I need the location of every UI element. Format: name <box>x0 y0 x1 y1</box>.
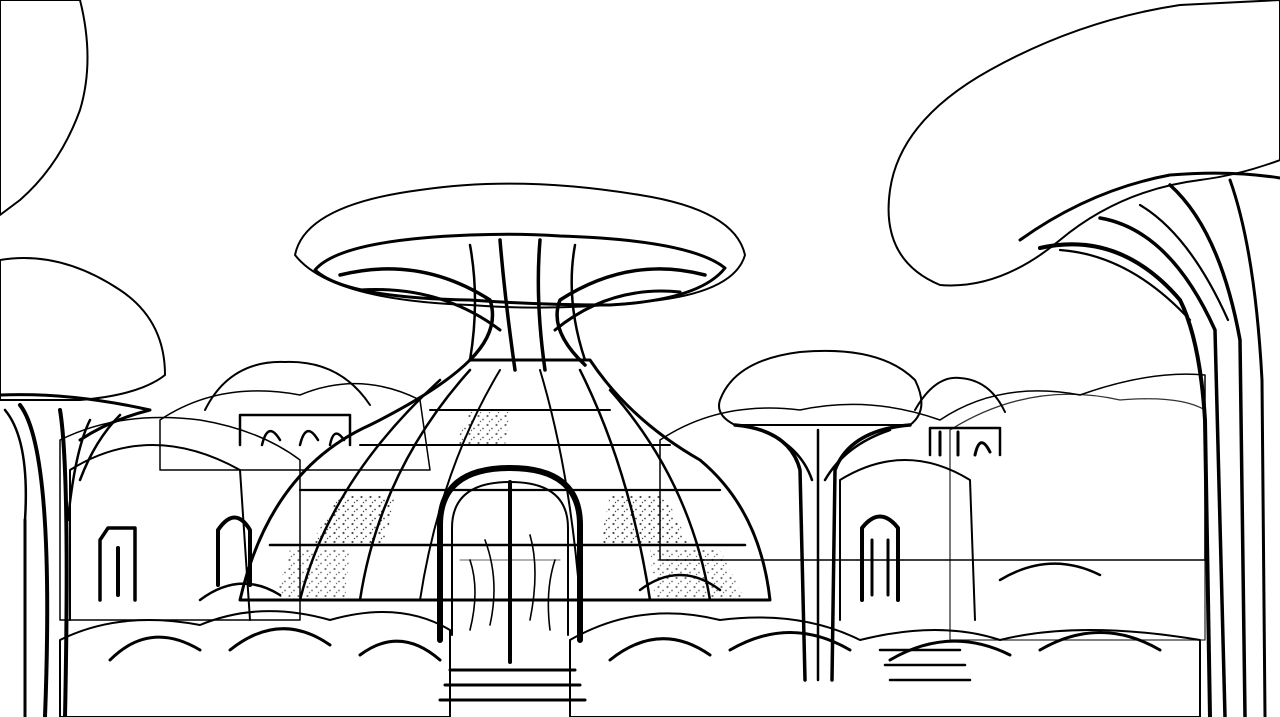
background-small-domes <box>205 362 1005 455</box>
top-left-canopy <box>0 0 88 215</box>
right-building <box>840 460 975 620</box>
right-mushroom-tree <box>889 0 1280 717</box>
left-building <box>70 445 250 620</box>
left-mushroom-tree <box>0 258 165 717</box>
mushroom-tower <box>295 184 745 370</box>
middle-mushroom-tree <box>719 351 921 680</box>
